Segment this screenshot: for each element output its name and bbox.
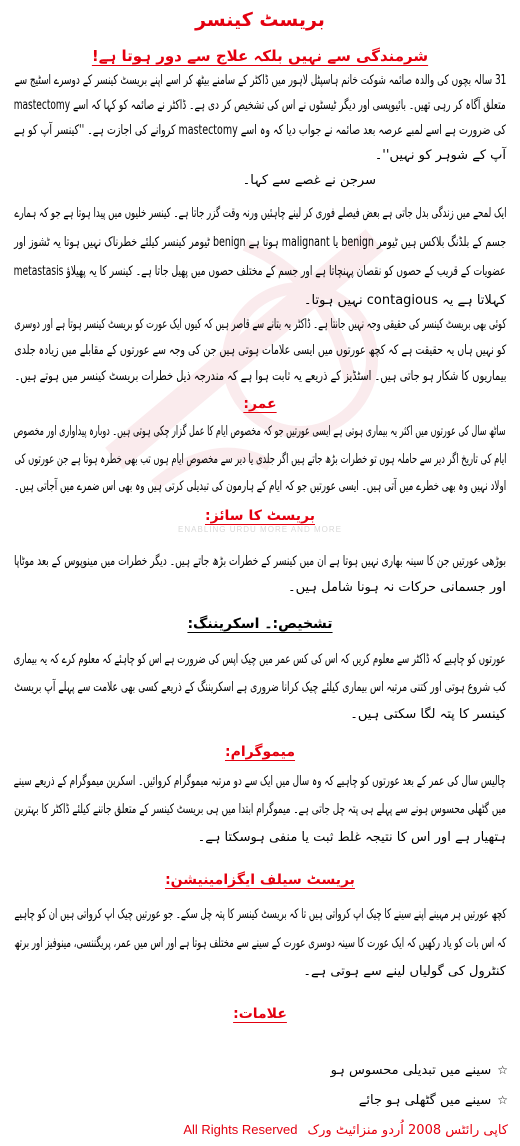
paragraph-line [14, 257, 506, 286]
line-text: کچھ عورتیں ہر مہینے اپنے سینے کا چیک اپ کرواتی ہیں تا کہ بریسٹ کینسر کا پتہ چل سکے۔ جو عورتیں چیک اپ کرواتی ہیں ان کو چاہیے [13, 907, 506, 922]
screening-paragraph [14, 646, 506, 729]
line-text: سرجن نے غصے سے کہا۔ [242, 173, 376, 188]
line-text: بوڑھی عورتیں جن کا سینہ بھاری نہیں ہوتا ہے ان میں کینسر کے خطرات بڑھ جاتے ہیں۔ دیگر خطرات میں مینوپوس کے بعد موٹاپا [13, 554, 506, 569]
list-item [14, 1055, 508, 1085]
paragraph-line [14, 901, 506, 930]
star-bullet-icon: ☆ [497, 1063, 508, 1077]
paragraph-line [14, 446, 506, 474]
paragraph-line [14, 768, 506, 796]
list-item-text: سینے میں تبدیلی محسوس ہو [330, 1063, 492, 1078]
age-paragraph [14, 418, 506, 501]
line-text: کی ضرورت ہے اسے لمبے عرصہ بعد صائمہ نے جواب دیا کہ وہ اسے mastectomy کروانے کی اجازت ہے۔ ''کینسر آپ کو ہے [13, 123, 507, 138]
paragraph-line [14, 118, 506, 143]
section-heading-text: میموگرام: [224, 744, 296, 760]
paragraph-line [14, 199, 506, 228]
copyright-english: All Rights Reserved [183, 1122, 298, 1137]
line-text: کہلاتا ہے یہ contagious نہیں ہوتا۔ [303, 293, 506, 308]
line-text: کہ اس بات کو یاد رکھیں کہ ایک عورت کا سینہ دوسری عورت کے سینے سے مختلف ہوتا ہے اور اس میں عمر، پریگننسی، مینوفیز اور برتھ [14, 935, 506, 951]
line-text: متعلق آگاہ کر رہی تھیں۔ بائیوپسی اور دیگر ٹیسٹوں نے اس کی تشخیص کر دی ہے۔ ڈاکٹر نے صائمہ کو کہا کہ اسے mastectomy [13, 98, 507, 113]
star-bullet-icon: ☆ [497, 1093, 508, 1107]
intro-paragraph [14, 68, 506, 193]
causes-paragraph [14, 312, 506, 390]
page-subtitle-text: شرمندگی سے نہیں بلکہ علاج سے دور ہوتا ہے! [91, 47, 429, 65]
paragraph-line [14, 338, 506, 364]
paragraph-line [14, 796, 506, 824]
line-text: ایک لمحے میں زندگی بدل جاتی ہے بعض فیصلے فوری کر لینے چاہئیں ورنہ وقت گزر جاتا ہے۔ کینسر خلیوں میں پیدا ہوتا ہے جو کہ ہمارے [13, 206, 506, 221]
paragraph-line [14, 312, 506, 338]
symptoms-list [14, 1055, 508, 1115]
cells-paragraph [14, 199, 506, 315]
section-heading-text: بریسٹ سیلف ایگزامینیشن: [165, 872, 355, 888]
line-text: بیماریوں کا شکار ہو جاتی ہیں۔ اسٹڈیز کے ذریعے یہ ثابت ہوا ہے کہ مندرجہ ذیل خطرات بریسٹ کینسر میں ہوتے ہیں۔ [14, 369, 506, 384]
line-text: کب شروع ہوتی اور کتنی مرتبہ اس بیماری کیلئے چیک کرانا ضروری ہے اسکریننگ کے ذریعے کسی بھی علامت سے پہلے آپ بریسٹ [14, 679, 506, 695]
paragraph-line [14, 473, 506, 501]
page-title: بریسٹ کینسر [195, 9, 325, 31]
paragraph-line [14, 143, 506, 168]
line-text: کوئی بھی بریسٹ کینسر کی حقیقی وجہ نہیں جانتا ہے۔ ڈاکٹر یہ بتانے سے قاصر ہیں کہ کیوں ایک عورت کو بریسٹ کینسر ہوتا ہے اور دوسری [13, 317, 506, 332]
copyright-footer [14, 1118, 508, 1142]
section-heading-self-exam [0, 867, 520, 893]
paragraph-line [14, 364, 506, 390]
list-item [14, 1085, 508, 1115]
breast-size-paragraph [14, 549, 506, 601]
section-heading-text: عمر: [243, 396, 277, 412]
line-text: کنٹرول کی گولیاں لینے سے ہوتی ہے۔ [303, 964, 506, 979]
list-item-text: سینے میں گٹھلی ہو جائے [358, 1093, 492, 1108]
line-text: عورتوں کو چاہیے کہ ڈاکٹر سے معلوم کریں کہ اس کی کس عمر میں چیک اپس کی ضرورت ہے اس کو چاہئے کہ معلوم کرے کہ یہ بیماری [13, 652, 506, 667]
paragraph-line [14, 930, 506, 959]
self-exam-paragraph [14, 901, 506, 987]
section-heading-text: تشخیص:۔ اسکریننگ: [187, 616, 333, 632]
section-heading-text: بریسٹ کا سائز: [204, 508, 316, 524]
paragraph-line [14, 646, 506, 674]
copyright-urdu: کاپی رائٹس 2008 اُردو منزائیٹ ورک [307, 1123, 508, 1138]
line-text: کینسر کا پتہ لگا سکتی ہیں۔ [350, 707, 506, 722]
paragraph-line [14, 93, 506, 118]
line-text: 31 سالہ بچوں کی والدہ صائمہ شوکت خانم ہاسپٹل لاہور میں ڈاکٹر کے سامنے بیٹھ کر اسے اپنے بریسٹ کینسر کے دوسرے اسٹیج سے [13, 73, 506, 88]
line-text: ساٹھ سال کی عورتوں میں اکثر یہ بیماری ہوتی ہے ایسی عورتیں جو کہ مخصوص ایام کا عمل گزار چکی ہوتی ہیں۔ دوبارہ پیداواری اور مخصوص [14, 424, 506, 439]
line-text: عضویات کے قریب کے حصوں کو نقصان پہنچاتا ہے اور جسم کے مختلف حصوں میں پھیل جاتا ہے۔ کینسر کا یہ پھیلاؤ metastasis [13, 264, 507, 279]
section-heading-screening [0, 611, 520, 637]
watermark-tagline: ENABLING URDU MORE AND MORE [178, 525, 342, 534]
paragraph-line [14, 575, 506, 601]
paragraph-line [14, 228, 506, 257]
paragraph-line [14, 286, 506, 315]
section-heading-age [0, 391, 520, 417]
paragraph-line [14, 418, 506, 446]
mammogram-paragraph [14, 768, 506, 852]
line-text: جسم کے بلڈنگ بلاکس ہیں ٹیومر benign یا malignant ہوتا ہے benign ٹیومر کینسر کیلئے خطرناک نہیں ہوتا یہ ٹشوز اور [14, 235, 506, 250]
line-text: اولاد نہیں وہ بھی خطرے میں آتی ہیں۔ ایسی عورتیں جو کہ ایام کے ہارمون کی تبدیلی کرتی ہیں وہ بھی اس ضمرے میں آجاتی ہیں۔ [13, 479, 506, 494]
line-text: ایام کی تاریخ اگر دیر سے حاملہ ہوں تو خطرات بڑھ جاتے ہیں اگر جلدی یا دیر سے مخصوص ایام ہوں تب بھی خطرہ ہوتا ہے جن عورتوں کی [14, 451, 506, 467]
section-heading-symptoms [0, 1001, 520, 1027]
section-heading-breast-size [0, 503, 520, 529]
line-text: آپ کے شوہر کو نہیں''۔ [374, 148, 506, 163]
paragraph-line [14, 168, 506, 193]
line-text: کو نہیں ہاں یہ حقیقت ہے کہ کچھ عورتوں میں ایسی علامات ہوتی ہیں جن کی وجہ سے عورتوں کے مقابلے میں زیادہ جلدی [13, 343, 506, 358]
line-text: اور جسمانی حرکات نہ ہونا شامل ہیں۔ [288, 580, 506, 595]
paragraph-line [14, 701, 506, 729]
line-text: ہتھیار ہے اور اس کا نتیجہ غلط ثبت یا منفی ہوسکتا ہے۔ [197, 830, 506, 845]
paragraph-line [14, 958, 506, 987]
line-text: میں گٹھلی محسوس ہونے سے پہلے ہی پتہ چل جاتی ہے۔ میموگرام ابتدا میں ہی بریسٹ کینسر کے متعلق جاننے کیلئے ڈاکٹر کا بہترین [14, 802, 506, 817]
page-subtitle [0, 43, 520, 69]
line-text: چالیس سال کی عمر کے بعد عورتوں کو چاہیے کہ وہ سال میں ایک سے دو مرتبہ میموگرام کروائیں۔ اسکرین میموگرام کے ذریعے سینے [13, 774, 506, 789]
paragraph-line [14, 824, 506, 852]
section-heading-text: علامات: [233, 1006, 287, 1022]
paragraph-line [14, 549, 506, 575]
paragraph-line [14, 674, 506, 702]
paragraph-line [14, 68, 506, 93]
section-heading-mammogram [0, 739, 520, 765]
